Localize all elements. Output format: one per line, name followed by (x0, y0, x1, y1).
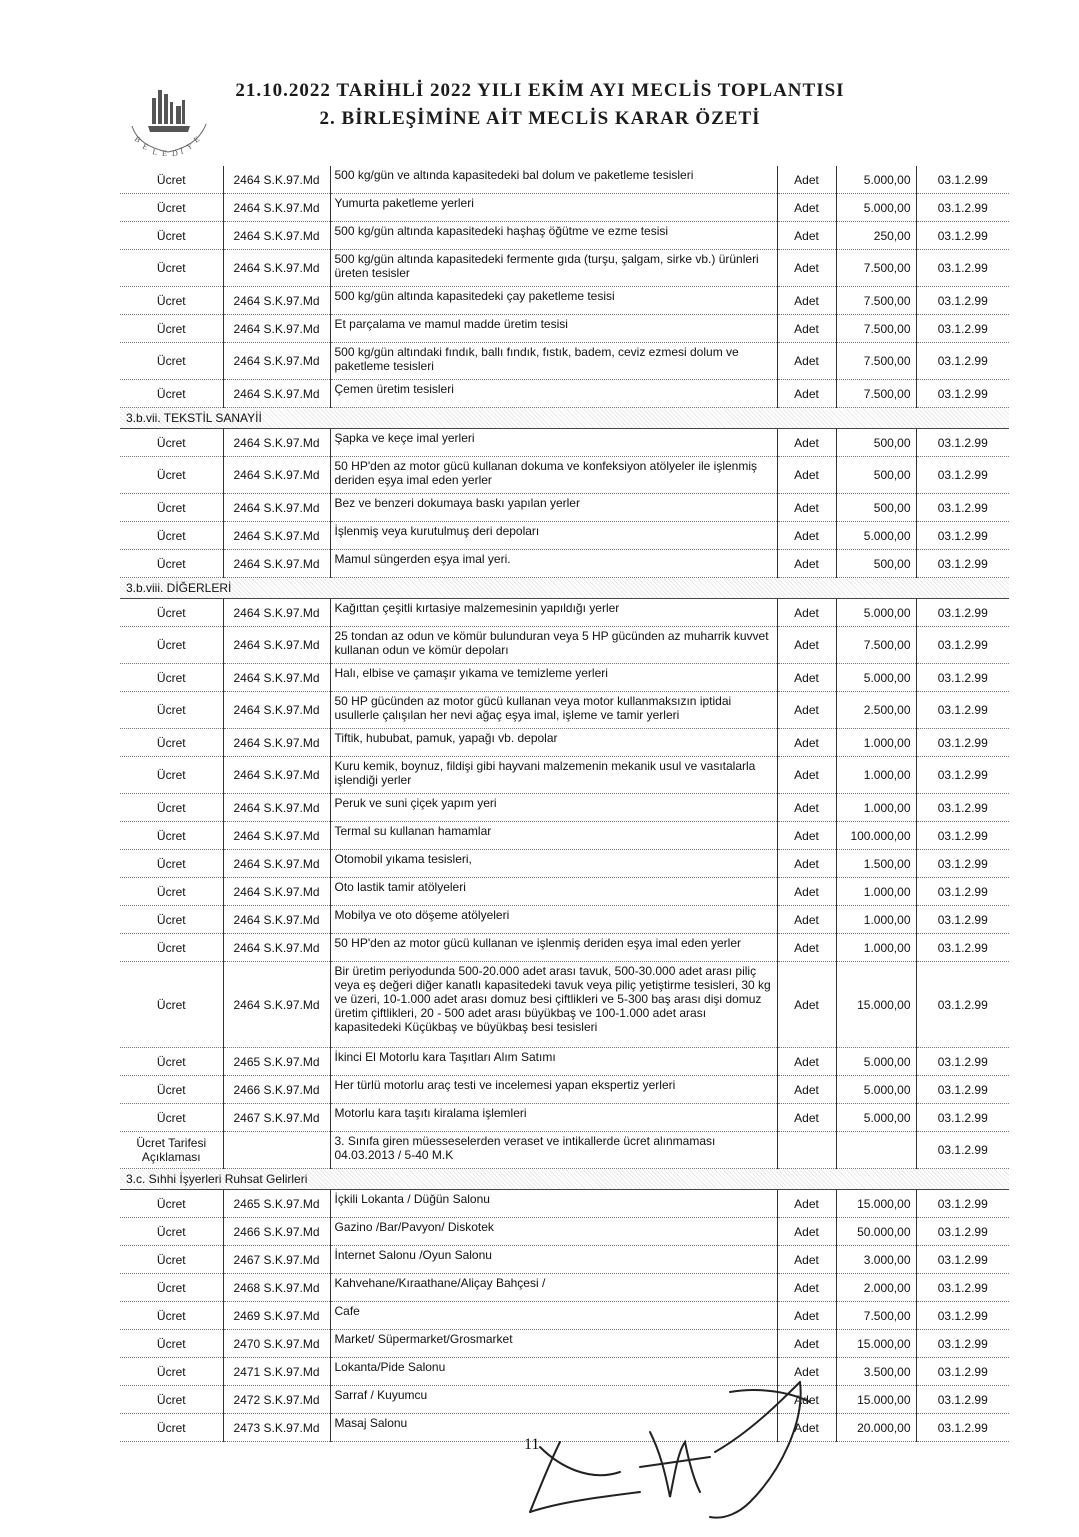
row-law-reference: 2472 S.K.97.Md (223, 1386, 330, 1414)
row-type: Ücret Tarifesi Açıklaması (120, 1132, 223, 1169)
row-type: Ücret (120, 1104, 223, 1132)
row-description: 25 tondan az odun ve kömür bulunduran veya 5 HP gücünden az muharrik kuvvet kullanan odun ve kömür depoları (330, 627, 777, 664)
table-row (120, 1274, 1009, 1302)
row-description: İşlenmiş veya kurutulmuş deri depoları (330, 522, 777, 550)
table-row (120, 250, 1009, 287)
row-amount: 5.000,00 (836, 194, 916, 222)
row-amount: 1.000,00 (836, 729, 916, 757)
row-law-reference (223, 1132, 330, 1169)
row-description: 500 kg/gün altında kapasitedeki haşhaş öğütme ve ezme tesisi (330, 222, 777, 250)
row-amount: 5.000,00 (836, 1048, 916, 1076)
row-type: Ücret (120, 222, 223, 250)
row-amount: 1.000,00 (836, 794, 916, 822)
header-title-line1: 21.10.2022 TARİHLİ 2022 YILI EKİM AYI MECLİS TOPLANTISI (235, 80, 845, 101)
svg-text:E: E (162, 149, 167, 158)
row-type: Ücret (120, 1414, 223, 1442)
row-description: Mobilya ve oto döşeme atölyeleri (330, 906, 777, 934)
row-law-reference: 2464 S.K.97.Md (223, 822, 330, 850)
table-row (120, 822, 1009, 850)
row-type: Ücret (120, 627, 223, 664)
row-amount: 15.000,00 (836, 1190, 916, 1218)
municipality-logo (118, 80, 218, 160)
row-amount: 7.500,00 (836, 250, 916, 287)
table-row (120, 1104, 1009, 1132)
row-budget-code: 03.1.2.99 (916, 222, 1009, 250)
row-budget-code: 03.1.2.99 (916, 522, 1009, 550)
table-row (120, 315, 1009, 343)
table-row (120, 550, 1009, 578)
row-amount: 500,00 (836, 550, 916, 578)
table-row (120, 664, 1009, 692)
row-description: Şapka ve keçe imal yerleri (330, 429, 777, 457)
row-budget-code: 03.1.2.99 (916, 1358, 1009, 1386)
row-unit: Adet (777, 850, 836, 878)
row-type: Ücret (120, 250, 223, 287)
row-budget-code: 03.1.2.99 (916, 250, 1009, 287)
table-row (120, 878, 1009, 906)
row-type: Ücret (120, 1076, 223, 1104)
row-type: Ücret (120, 878, 223, 906)
row-amount: 5.000,00 (836, 522, 916, 550)
row-budget-code: 03.1.2.99 (916, 429, 1009, 457)
row-unit: Adet (777, 934, 836, 962)
header-title-line2: 2. BİRLEŞİMİNE AİT MECLİS KARAR ÖZETİ (319, 108, 761, 129)
row-description: İçkili Lokanta / Düğün Salonu (330, 1190, 777, 1218)
row-law-reference: 2467 S.K.97.Md (223, 1104, 330, 1132)
row-amount: 100.000,00 (836, 822, 916, 850)
row-type: Ücret (120, 962, 223, 1048)
row-description: Et parçalama ve mamul madde üretim tesisi (330, 315, 777, 343)
row-type: Ücret (120, 194, 223, 222)
svg-text:İ: İ (179, 146, 185, 156)
row-unit: Adet (777, 599, 836, 627)
row-type: Ücret (120, 287, 223, 315)
row-type: Ücret (120, 429, 223, 457)
row-unit: Adet (777, 1386, 836, 1414)
svg-text:E: E (191, 134, 202, 145)
row-budget-code: 03.1.2.99 (916, 550, 1009, 578)
row-unit: Adet (777, 906, 836, 934)
row-type: Ücret (120, 1218, 223, 1246)
row-budget-code: 03.1.2.99 (916, 599, 1009, 627)
row-amount: 15.000,00 (836, 962, 916, 1048)
row-type: Ücret (120, 1274, 223, 1302)
row-budget-code: 03.1.2.99 (916, 343, 1009, 380)
row-unit: Adet (777, 222, 836, 250)
row-law-reference: 2471 S.K.97.Md (223, 1358, 330, 1386)
row-law-reference: 2464 S.K.97.Md (223, 429, 330, 457)
row-amount: 7.500,00 (836, 343, 916, 380)
row-law-reference: 2464 S.K.97.Md (223, 522, 330, 550)
row-unit: Adet (777, 550, 836, 578)
table-row (120, 850, 1009, 878)
row-type: Ücret (120, 1302, 223, 1330)
table-row (120, 522, 1009, 550)
row-type: Ücret (120, 457, 223, 494)
section-title: 3.b.vii. TEKSTİL SANAYİİ (120, 408, 1009, 429)
row-budget-code: 03.1.2.99 (916, 166, 1009, 194)
row-description: Kuru kemik, boynuz, fildişi gibi hayvani malzemenin mekanik usul ve vasıtalarla işlendiği yerler (330, 757, 777, 794)
row-unit: Adet (777, 757, 836, 794)
tariff-table (120, 166, 1009, 1442)
row-description: 50 HP'den az motor gücü kullanan dokuma ve konfeksiyon atölyeler ile işlenmiş deriden eşya imal eden yerler (330, 457, 777, 494)
svg-text:Y: Y (185, 141, 195, 152)
row-budget-code: 03.1.2.99 (916, 1302, 1009, 1330)
row-unit: Adet (777, 380, 836, 408)
row-unit: Adet (777, 429, 836, 457)
row-type: Ücret (120, 1246, 223, 1274)
table-row (120, 934, 1009, 962)
table-row (120, 1190, 1009, 1218)
row-description: Otomobil yıkama tesisleri, (330, 850, 777, 878)
row-law-reference: 2464 S.K.97.Md (223, 315, 330, 343)
row-unit: Adet (777, 878, 836, 906)
row-description: Kağıttan çeşitli kırtasiye malzemesinin yapıldığı yerler (330, 599, 777, 627)
row-unit: Adet (777, 315, 836, 343)
table-row (120, 194, 1009, 222)
row-amount: 7.500,00 (836, 315, 916, 343)
row-type: Ücret (120, 1048, 223, 1076)
table-row (120, 962, 1009, 1048)
row-law-reference: 2464 S.K.97.Md (223, 457, 330, 494)
row-unit: Adet (777, 1218, 836, 1246)
table-row (120, 729, 1009, 757)
row-unit: Adet (777, 1330, 836, 1358)
table-row (120, 1218, 1009, 1246)
section-title: 3.b.viii. DİĞERLERİ (120, 578, 1009, 599)
svg-text:L: L (151, 147, 159, 157)
row-budget-code: 03.1.2.99 (916, 934, 1009, 962)
row-description: Yumurta paketleme yerleri (330, 194, 777, 222)
row-description: Lokanta/Pide Salonu (330, 1358, 777, 1386)
row-type: Ücret (120, 664, 223, 692)
row-description: Her türlü motorlu araç testi ve incelemesi yapan ekspertiz yerleri (330, 1076, 777, 1104)
row-unit: Adet (777, 1104, 836, 1132)
table-row (120, 457, 1009, 494)
row-unit: Adet (777, 343, 836, 380)
row-type: Ücret (120, 550, 223, 578)
row-unit: Adet (777, 522, 836, 550)
row-description: Termal su kullanan hamamlar (330, 822, 777, 850)
row-law-reference: 2464 S.K.97.Md (223, 343, 330, 380)
row-amount: 5.000,00 (836, 1076, 916, 1104)
row-description: Mamul süngerden eşya imal yeri. (330, 550, 777, 578)
row-unit: Adet (777, 627, 836, 664)
row-budget-code: 03.1.2.99 (916, 692, 1009, 729)
row-unit: Adet (777, 1358, 836, 1386)
row-law-reference: 2464 S.K.97.Md (223, 962, 330, 1048)
row-budget-code: 03.1.2.99 (916, 194, 1009, 222)
row-description: Halı, elbise ve çamaşır yıkama ve temizleme yerleri (330, 664, 777, 692)
row-law-reference: 2464 S.K.97.Md (223, 599, 330, 627)
row-budget-code: 03.1.2.99 (916, 850, 1009, 878)
row-description: Bir üretim periyodunda 500-20.000 adet arası tavuk, 500-30.000 adet arası piliç veya eş değeri diğer kanatlı kapasitedeki tavuk veya piliç yetiştirme tesisleri, 30 kg ve üzeri, 10-1.000 adet arası domuz besi çiftlikleri ve 5-300 baş arası dişi domuz üretim çiftlikleri, 20 - 500 adet arası büyükbaş ve 100-1.000 adet arası kapasitedeki Küçükbaş ve büyükbaş besi tesisleri (330, 962, 777, 1048)
table-row (120, 757, 1009, 794)
table-row (120, 380, 1009, 408)
section-header-row (120, 1169, 1009, 1190)
row-unit: Adet (777, 194, 836, 222)
page-number: 11 (524, 1436, 540, 1453)
row-description: Tiftik, hububat, pamuk, yapağı vb. depolar (330, 729, 777, 757)
row-law-reference: 2464 S.K.97.Md (223, 287, 330, 315)
table-row (120, 1330, 1009, 1358)
row-unit: Adet (777, 1302, 836, 1330)
row-amount: 1.500,00 (836, 850, 916, 878)
row-law-reference: 2464 S.K.97.Md (223, 729, 330, 757)
section-title: 3.c. Sıhhi İşyerleri Ruhsat Gelirleri (120, 1169, 1009, 1190)
row-description: Çemen üretim tesisleri (330, 380, 777, 408)
row-unit: Adet (777, 664, 836, 692)
row-amount: 50.000,00 (836, 1218, 916, 1246)
row-budget-code: 03.1.2.99 (916, 380, 1009, 408)
row-type: Ücret (120, 315, 223, 343)
row-law-reference: 2467 S.K.97.Md (223, 1246, 330, 1274)
row-description: 50 HP'den az motor gücü kullanan ve işlenmiş deriden eşya imal eden yerler (330, 934, 777, 962)
row-law-reference: 2473 S.K.97.Md (223, 1414, 330, 1442)
table-row (120, 166, 1009, 194)
row-amount (836, 1132, 916, 1169)
row-law-reference: 2466 S.K.97.Md (223, 1218, 330, 1246)
row-budget-code: 03.1.2.99 (916, 878, 1009, 906)
row-amount: 7.500,00 (836, 627, 916, 664)
table-row (120, 1246, 1009, 1274)
svg-text:E: E (141, 141, 150, 152)
row-description: Masaj Salonu (330, 1414, 777, 1442)
row-law-reference: 2464 S.K.97.Md (223, 794, 330, 822)
row-budget-code: 03.1.2.99 (916, 757, 1009, 794)
row-description: 500 kg/gün ve altında kapasitedeki bal dolum ve paketleme tesisleri (330, 166, 777, 194)
row-law-reference: 2465 S.K.97.Md (223, 1190, 330, 1218)
row-budget-code: 03.1.2.99 (916, 1104, 1009, 1132)
row-budget-code: 03.1.2.99 (916, 494, 1009, 522)
row-law-reference: 2464 S.K.97.Md (223, 850, 330, 878)
row-unit: Adet (777, 250, 836, 287)
row-budget-code: 03.1.2.99 (916, 315, 1009, 343)
row-type: Ücret (120, 822, 223, 850)
row-budget-code: 03.1.2.99 (916, 822, 1009, 850)
row-unit: Adet (777, 1246, 836, 1274)
row-law-reference: 2464 S.K.97.Md (223, 906, 330, 934)
row-budget-code: 03.1.2.99 (916, 664, 1009, 692)
row-amount: 5.000,00 (836, 664, 916, 692)
row-type: Ücret (120, 599, 223, 627)
row-law-reference: 2464 S.K.97.Md (223, 878, 330, 906)
table-row (120, 429, 1009, 457)
row-type: Ücret (120, 729, 223, 757)
table-row (120, 287, 1009, 315)
row-unit: Adet (777, 794, 836, 822)
row-type: Ücret (120, 494, 223, 522)
row-type: Ücret (120, 380, 223, 408)
table-row (120, 1302, 1009, 1330)
row-description: İnternet Salonu /Oyun Salonu (330, 1246, 777, 1274)
row-amount: 500,00 (836, 494, 916, 522)
row-unit: Adet (777, 822, 836, 850)
row-unit: Adet (777, 692, 836, 729)
row-budget-code: 03.1.2.99 (916, 729, 1009, 757)
row-law-reference: 2464 S.K.97.Md (223, 380, 330, 408)
row-description: Kahvehane/Kıraathane/Aliçay Bahçesi / (330, 1274, 777, 1302)
row-budget-code: 03.1.2.99 (916, 457, 1009, 494)
row-law-reference: 2464 S.K.97.Md (223, 757, 330, 794)
table-row (120, 794, 1009, 822)
row-budget-code: 03.1.2.99 (916, 1048, 1009, 1076)
row-law-reference: 2466 S.K.97.Md (223, 1076, 330, 1104)
row-unit: Adet (777, 457, 836, 494)
row-amount: 3.500,00 (836, 1358, 916, 1386)
row-type: Ücret (120, 906, 223, 934)
row-budget-code: 03.1.2.99 (916, 1218, 1009, 1246)
row-amount: 3.000,00 (836, 1246, 916, 1274)
table-row (120, 627, 1009, 664)
row-amount: 15.000,00 (836, 1386, 916, 1414)
row-type: Ücret (120, 1190, 223, 1218)
tariff-table-body (120, 166, 1009, 1442)
table-row (120, 1132, 1009, 1169)
row-law-reference: 2468 S.K.97.Md (223, 1274, 330, 1302)
row-budget-code: 03.1.2.99 (916, 794, 1009, 822)
row-description: Sarraf / Kuyumcu (330, 1386, 777, 1414)
row-unit: Adet (777, 962, 836, 1048)
row-amount: 2.500,00 (836, 692, 916, 729)
page-header (230, 78, 850, 130)
row-type: Ücret (120, 794, 223, 822)
row-unit: Adet (777, 1076, 836, 1104)
row-unit (777, 1132, 836, 1169)
row-amount: 15.000,00 (836, 1330, 916, 1358)
row-type: Ücret (120, 757, 223, 794)
table-row (120, 1076, 1009, 1104)
row-budget-code: 03.1.2.99 (916, 1386, 1009, 1414)
row-budget-code: 03.1.2.99 (916, 1076, 1009, 1104)
section-header-row (120, 578, 1009, 599)
row-law-reference: 2464 S.K.97.Md (223, 692, 330, 729)
row-description: 500 kg/gün altında kapasitedeki fermente gıda (turşu, şalgam, sirke vb.) ürünleri üreten tesisler (330, 250, 777, 287)
svg-text:B: B (132, 134, 143, 145)
row-amount: 500,00 (836, 457, 916, 494)
row-description: Oto lastik tamir atölyeleri (330, 878, 777, 906)
table-row (120, 906, 1009, 934)
row-budget-code: 03.1.2.99 (916, 906, 1009, 934)
row-unit: Adet (777, 1048, 836, 1076)
row-type: Ücret (120, 850, 223, 878)
row-amount: 2.000,00 (836, 1274, 916, 1302)
row-unit: Adet (777, 287, 836, 315)
row-law-reference: 2464 S.K.97.Md (223, 494, 330, 522)
row-budget-code: 03.1.2.99 (916, 1246, 1009, 1274)
row-description: Bez ve benzeri dokumaya baskı yapılan yerler (330, 494, 777, 522)
row-law-reference: 2464 S.K.97.Md (223, 222, 330, 250)
row-budget-code: 03.1.2.99 (916, 1190, 1009, 1218)
row-type: Ücret (120, 343, 223, 380)
row-budget-code: 03.1.2.99 (916, 1414, 1009, 1442)
row-law-reference: 2464 S.K.97.Md (223, 664, 330, 692)
row-law-reference: 2465 S.K.97.Md (223, 1048, 330, 1076)
table-row (120, 599, 1009, 627)
row-law-reference: 2464 S.K.97.Md (223, 194, 330, 222)
section-header-row (120, 408, 1009, 429)
row-description: 500 kg/gün altında kapasitedeki çay paketleme tesisi (330, 287, 777, 315)
row-description: 3. Sınıfa giren müesseselerden veraset ve intikallerde ücret alınmaması 04.03.2013 / 5-40 M.K (330, 1132, 777, 1169)
row-budget-code: 03.1.2.99 (916, 287, 1009, 315)
table-row (120, 494, 1009, 522)
row-description: Gazino /Bar/Pavyon/ Diskotek (330, 1218, 777, 1246)
row-amount: 7.500,00 (836, 380, 916, 408)
row-amount: 20.000,00 (836, 1414, 916, 1442)
row-amount: 5.000,00 (836, 599, 916, 627)
row-amount: 1.000,00 (836, 757, 916, 794)
row-law-reference: 2470 S.K.97.Md (223, 1330, 330, 1358)
row-description: Motorlu kara taşıtı kiralama işlemleri (330, 1104, 777, 1132)
row-budget-code: 03.1.2.99 (916, 1274, 1009, 1302)
row-budget-code: 03.1.2.99 (916, 627, 1009, 664)
row-amount: 1.000,00 (836, 906, 916, 934)
row-type: Ücret (120, 1386, 223, 1414)
row-type: Ücret (120, 934, 223, 962)
row-unit: Adet (777, 1414, 836, 1442)
row-amount: 1.000,00 (836, 878, 916, 906)
row-law-reference: 2464 S.K.97.Md (223, 166, 330, 194)
row-amount: 7.500,00 (836, 287, 916, 315)
row-amount: 500,00 (836, 429, 916, 457)
row-amount: 250,00 (836, 222, 916, 250)
row-description: 500 kg/gün altındaki fındık, ballı fındık, fıstık, badem, ceviz ezmesi dolum ve paketleme tesisleri (330, 343, 777, 380)
row-description: Peruk ve suni çiçek yapım yeri (330, 794, 777, 822)
table-row (120, 692, 1009, 729)
row-unit: Adet (777, 494, 836, 522)
row-law-reference: 2464 S.K.97.Md (223, 250, 330, 287)
table-row (120, 1048, 1009, 1076)
row-unit: Adet (777, 729, 836, 757)
row-law-reference: 2464 S.K.97.Md (223, 627, 330, 664)
row-type: Ücret (120, 1358, 223, 1386)
row-type: Ücret (120, 166, 223, 194)
row-unit: Adet (777, 1274, 836, 1302)
signature (500, 1372, 830, 1522)
row-budget-code: 03.1.2.99 (916, 1132, 1009, 1169)
row-description: Market/ Süpermarket/Grosmarket (330, 1330, 777, 1358)
row-amount: 5.000,00 (836, 1104, 916, 1132)
row-unit: Adet (777, 166, 836, 194)
row-amount: 7.500,00 (836, 1302, 916, 1330)
row-description: 50 HP gücünden az motor gücü kullanan veya motor kullanmaksızın iptidai usullerle çalışılan her nevi ağaç eşya imal, işleme ve tamir yerleri (330, 692, 777, 729)
row-description: İkinci El Motorlu kara Taşıtları Alım Satımı (330, 1048, 777, 1076)
row-law-reference: 2464 S.K.97.Md (223, 934, 330, 962)
row-unit: Adet (777, 1190, 836, 1218)
table-row (120, 222, 1009, 250)
table-row (120, 343, 1009, 380)
row-budget-code: 03.1.2.99 (916, 1330, 1009, 1358)
row-amount: 5.000,00 (836, 166, 916, 194)
row-law-reference: 2469 S.K.97.Md (223, 1302, 330, 1330)
svg-text:D: D (172, 149, 178, 158)
row-budget-code: 03.1.2.99 (916, 962, 1009, 1048)
row-type: Ücret (120, 692, 223, 729)
row-amount: 1.000,00 (836, 934, 916, 962)
row-law-reference: 2464 S.K.97.Md (223, 550, 330, 578)
row-description: Cafe (330, 1302, 777, 1330)
row-type: Ücret (120, 522, 223, 550)
row-type: Ücret (120, 1330, 223, 1358)
